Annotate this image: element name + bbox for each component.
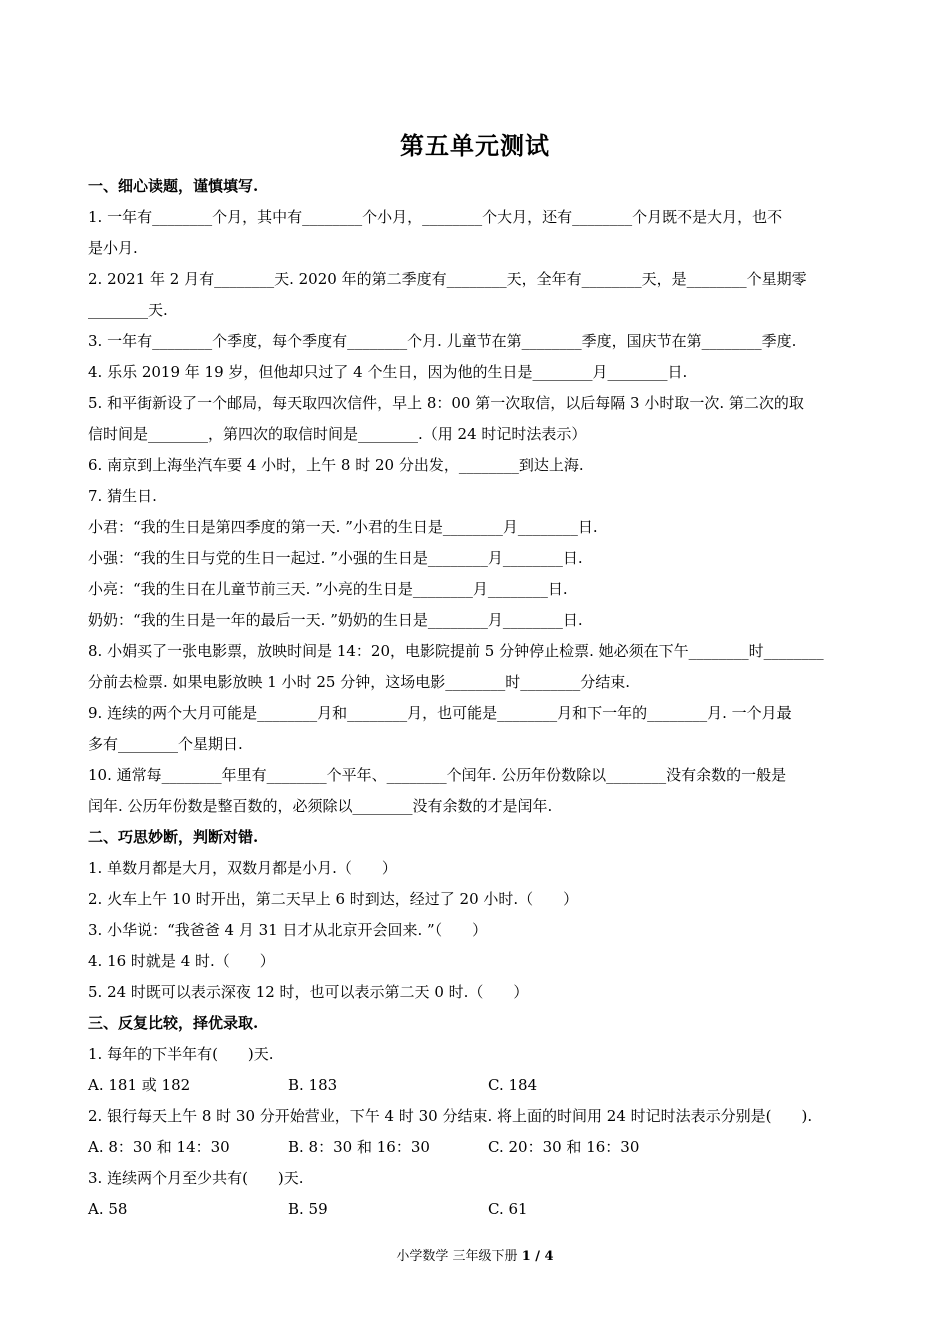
question-line: 5. 和平街新设了一个邮局，每天取四次信件，早上 8：00 第一次取信，以后每隔 3 小时取一次. 第二次的取 <box>88 394 804 412</box>
choice-option: B. 183 <box>288 1076 338 1094</box>
question-line: 2. 火车上午 10 时开出，第二天早上 6 时到达，经过了 20 小时.（ ） <box>88 890 579 908</box>
question-line: 分前去检票. 如果电影放映 1 小时 25 分钟，这场电影________时________分结束. <box>88 673 631 691</box>
question-line: 小亮：“我的生日在儿童节前三天. ”小亮的生日是________月________日. <box>88 580 568 598</box>
question-line: 闰年. 公历年份数是整百数的，必须除以________没有余数的才是闰年. <box>88 797 553 815</box>
page-title: 第五单元测试 <box>400 131 550 160</box>
question-line: 9. 连续的两个大月可能是________月和________月，也可能是________月和下一年的________月. 一个月最 <box>88 704 792 722</box>
question-line: 2. 银行每天上午 8 时 30 分开始营业，下午 4 时 30 分结束. 将上面的时间用 24 时记时法表示分别是( ). <box>88 1107 813 1125</box>
choice-option: C. 20：30 和 16：30 <box>488 1138 640 1156</box>
question-line: 1. 每年的下半年有( )天. <box>88 1045 274 1063</box>
question-line: 4. 乐乐 2019 年 19 岁，但他却只过了 4 个生日，因为他的生日是________月________日. <box>88 363 688 381</box>
section-heading: 二、巧思妙断，判断对错. <box>88 828 259 846</box>
question-line: 2. 2021 年 2 月有________天. 2020 年的第二季度有________天，全年有________天，是________个星期零 <box>88 270 807 288</box>
question-line: 小强：“我的生日与党的生日一起过. ”小强的生日是________月________日. <box>88 549 583 567</box>
page-number: 1 / 4 <box>521 1249 554 1264</box>
choice-option: B. 8：30 和 16：30 <box>288 1138 430 1156</box>
choice-option: C. 184 <box>488 1076 538 1094</box>
question-line: 7. 猜生日. <box>88 487 157 505</box>
choice-options <box>88 1070 866 1101</box>
question-line: 3. 小华说：“我爸爸 4 月 31 日才从北京开会回来. ”（ ） <box>88 921 488 939</box>
choice-option: A. 181 或 182 <box>88 1076 191 1094</box>
question-line: 6. 南京到上海坐汽车要 4 小时，上午 8 时 20 分出发，________到达上海. <box>88 456 584 474</box>
question-line: 1. 一年有________个月，其中有________个小月，________个大月，还有________个月既不是大月，也不 <box>88 208 783 226</box>
question-line: 奶奶：“我的生日是一年的最后一天. ”奶奶的生日是________月________日. <box>88 611 583 629</box>
question-line: 是小月. <box>88 239 138 257</box>
question-line: 1. 单数月都是大月，双数月都是小月.（ ） <box>88 859 397 877</box>
question-line: ________天. <box>88 301 168 319</box>
choice-options <box>88 1132 866 1163</box>
choice-option: C. 61 <box>488 1200 528 1218</box>
question-line: 3. 连续两个月至少共有( )天. <box>88 1169 304 1187</box>
choice-option: A. 58 <box>88 1200 128 1218</box>
question-line: 小君：“我的生日是第四季度的第一天. ”小君的生日是________月________日. <box>88 518 598 536</box>
question-line: 10. 通常每________年里有________个平年、________个闰年. 公历年份数除以________没有余数的一般是 <box>88 766 787 784</box>
question-line: 信时间是________，第四次的取信时间是________.（用 24 时记时法表示） <box>88 425 587 443</box>
section-heading: 一、细心读题，谨慎填写. <box>88 177 259 195</box>
choice-options <box>88 1194 866 1225</box>
question-line: 4. 16 时就是 4 时.（ ） <box>88 952 275 970</box>
question-line: 8. 小娟买了一张电影票，放映时间是 14：20，电影院提前 5 分钟停止检票. 她必须在下午________时________ <box>88 642 824 660</box>
question-line: 多有________个星期日. <box>88 735 243 753</box>
worksheet-content <box>88 171 866 1225</box>
question-line: 3. 一年有________个季度，每个季度有________个月. 儿童节在第________季度，国庆节在第________季度. <box>88 332 797 350</box>
question-line: 5. 24 时既可以表示深夜 12 时，也可以表示第二天 0 时.（ ） <box>88 983 529 1001</box>
footer-subject: 小学数学 三年级下册 <box>396 1249 518 1264</box>
choice-option: A. 8：30 和 14：30 <box>88 1138 230 1156</box>
choice-option: B. 59 <box>288 1200 328 1218</box>
page-footer <box>0 1245 950 1264</box>
section-heading: 三、反复比较，择优录取. <box>88 1014 259 1032</box>
